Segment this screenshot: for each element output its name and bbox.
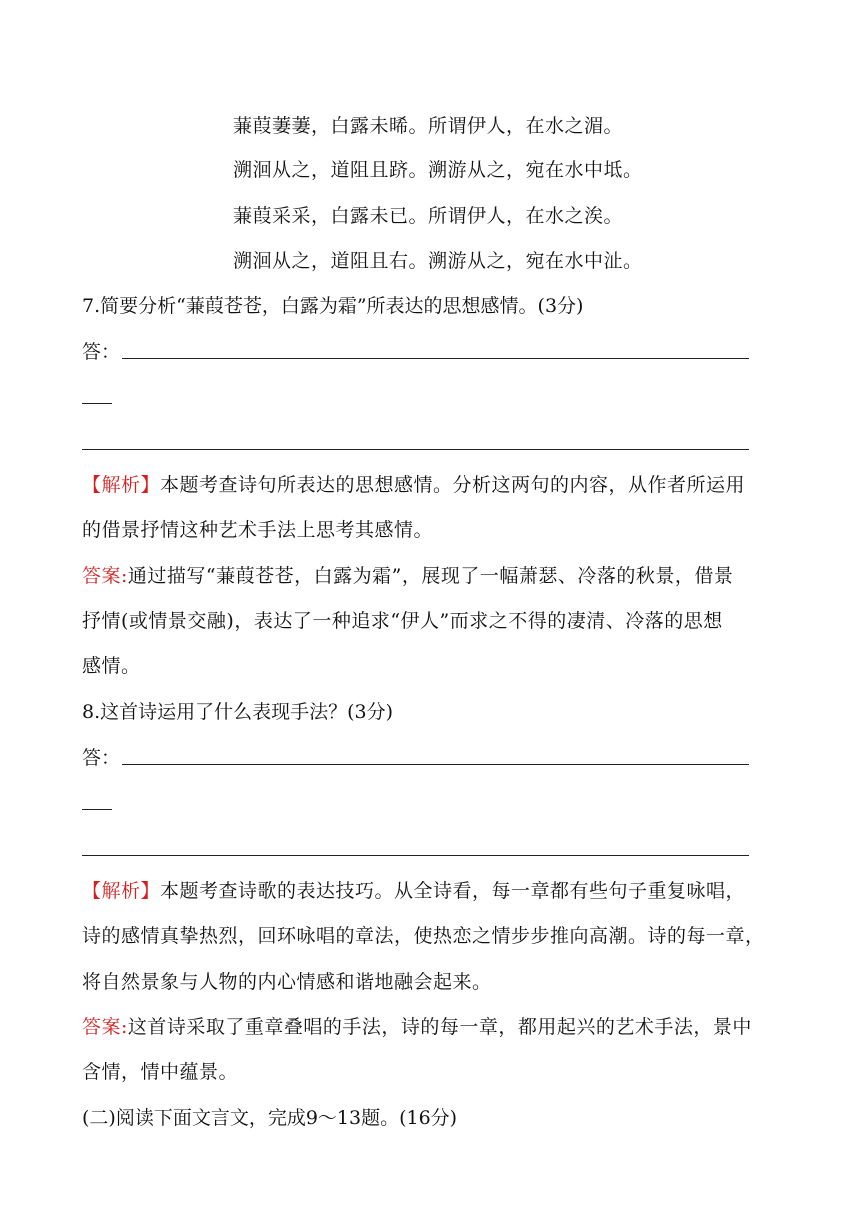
q7-answer-line-text-3: 感情。 [82,655,141,677]
q7-answer-line-text-2: 抒情(或情景交融)，表达了一种追求“伊人”而求之不得的凄清、冷落的思想 [82,610,723,632]
q7-analysis-text-1: 本题考查诗句所表达的思想感情。分析这两句的内容，从作者所运用 [160,474,746,496]
q8-analysis-text-1: 本题考查诗歌的表达技巧。从全诗看，每一章都有些句子重复咏唱， [160,880,746,902]
q8-analysis-line-2: 诗的感情真挚热烈，回环咏唱的章法，使热恋之情步步推向高潮。诗的每一章， [82,925,765,947]
q7-answer-text-1: 通过描写“蒹葭苍苍，白露为霜”，展现了一幅萧瑟、冷落的秋景，借景 [127,565,734,587]
q8-analysis-line-3: 将自然景象与人物的内心情感和谐地融会起来。 [82,971,492,993]
q8-analysis-line-1 [82,878,782,904]
poem-line-4: 溯洄从之，道阻且右。溯游从之，宛在水中沚。 [233,250,643,272]
q8-answer-label: 答： [82,747,121,769]
q7-analysis-line-1 [82,472,782,498]
poem-line-1: 蒹葭萋萋，白露未晞。所谓伊人，在水之湄。 [233,115,624,137]
q8-answer-line-1[interactable] [122,764,749,765]
question-8: 8.这首诗运用了什么表现手法？(3分) [82,701,394,723]
q8-answer-line-2[interactable] [82,855,749,856]
q7-analysis-tag: 【解析】 [82,474,161,496]
q7-answer-line-2[interactable] [82,449,749,450]
q7-answer-line-1[interactable] [122,358,749,359]
q7-answer-line-short[interactable] [82,403,112,404]
q7-answer-label: 答： [82,341,121,363]
question-7: 7.简要分析“蒹葭苍苍，白露为霜”所表达的思想感情。(3分) [82,295,584,317]
q8-answer-line-short[interactable] [82,809,112,810]
poem-line-2: 溯洄从之，道阻且跻。溯游从之，宛在水中坻。 [233,159,643,181]
q7-analysis-line-2: 的借景抒情这种艺术手法上思考其感情。 [82,519,434,541]
poem-line-3: 蒹葭采采，白露未已。所谓伊人，在水之涘。 [233,205,624,227]
q7-answer-tag: 答案: [82,565,128,587]
q8-answer-line-text-1 [82,1014,782,1040]
q8-answer-line-text-2: 含情，情中蕴景。 [82,1061,239,1083]
q8-answer-text-1: 这首诗采取了重章叠唱的手法，诗的每一章，都用起兴的艺术手法，景中 [127,1016,752,1038]
section-2-heading: (二)阅读下面文言文，完成9～13题。(16分) [82,1107,458,1129]
q7-answer-line-text-1 [82,563,782,589]
q8-answer-tag: 答案: [82,1016,128,1038]
q8-analysis-tag: 【解析】 [82,880,161,902]
